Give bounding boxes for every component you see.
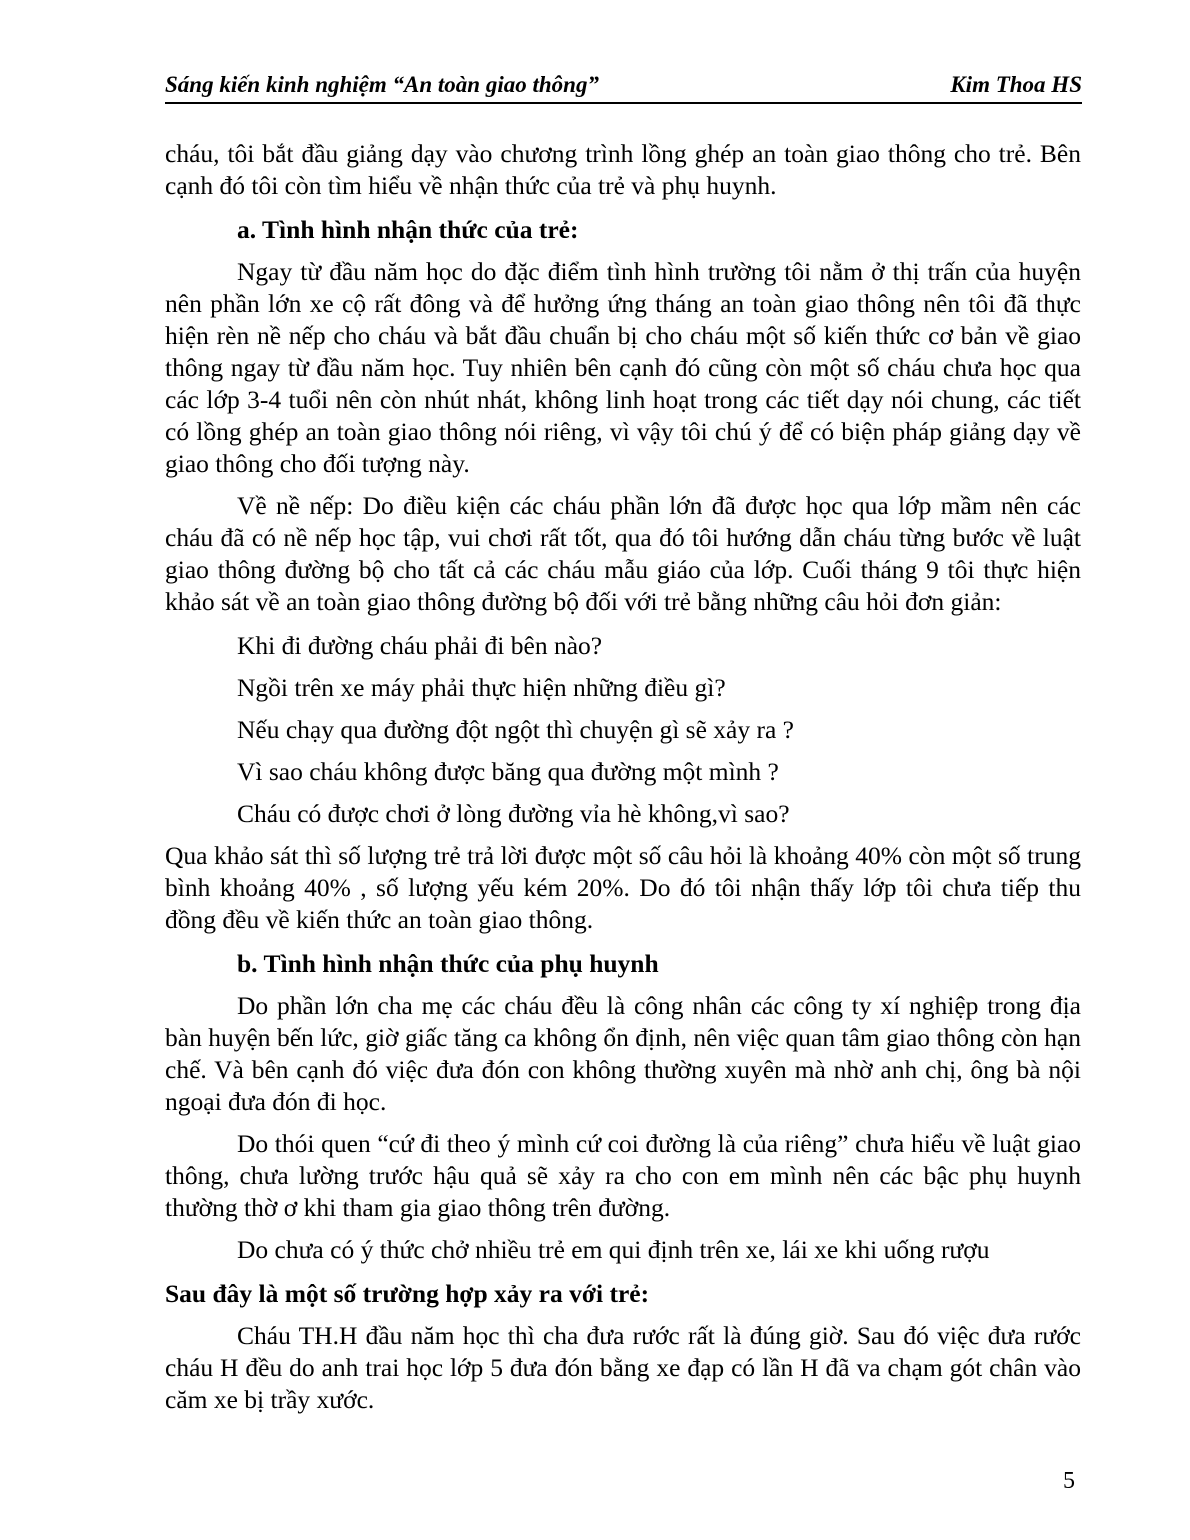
question-item: Vì sao cháu không được băng qua đường một mình ? xyxy=(237,757,779,786)
paragraph-a2: Về nề nếp: Do điều kiện các cháu phần lớn đã được học qua lớp mầm nên các cháu đã có nề nếp học tập, vui chơi rất tốt, qua đó tôi hướng dẫn cháu từng bước về luật giao thông đường bộ cho tất cả các cháu mẫu giáo của lớp. Cuối tháng 9 tôi thực hiện khảo sát về an toàn giao thông đường bộ đối với trẻ bằng những câu hỏi đơn giản: xyxy=(165,491,1081,616)
header-title: Sáng kiến kinh nghiệm “An toàn giao thông” xyxy=(165,72,599,97)
question-item: Ngồi trên xe máy phải thực hiện những điều gì? xyxy=(237,673,726,702)
question-item: Nếu chạy qua đường đột ngột thì chuyện gì sẽ xảy ra ? xyxy=(237,715,794,744)
survey-result-paragraph: Qua khảo sát thì số lượng trẻ trả lời được một số câu hỏi là khoảng 40% còn một số trung bình khoảng 40% , số lượng yếu kém 20%. Do đó tôi nhận thấy lớp tôi chưa tiếp thu đồng đều về kiến thức an toàn giao thông. xyxy=(165,841,1081,934)
document-body xyxy=(165,138,1081,1416)
paragraph-a1: Ngay từ đầu năm học do đặc điểm tình hình trường tôi nằm ở thị trấn của huyện nên phần lớn xe cộ rất đông và để hưởng ứng tháng an toàn giao thông nên tôi đã thực hiện rèn nề nếp cho cháu và bắt đầu chuẩn bị cho cháu một số kiến thức cơ bản về giao thông ngay từ đầu năm học. Tuy nhiên bên cạnh đó cũng còn một số cháu chưa học qua các lớp 3-4 tuổi nên còn nhút nhát, không linh hoạt trong các tiết dạy nói chung, các tiết có lồng ghép an toàn giao thông nói riêng, vì vậy tôi chú ý để có biện pháp giảng dạy về giao thông cho đối tượng này. xyxy=(165,257,1081,478)
intro-paragraph: cháu, tôi bắt đầu giảng dạy vào chương trình lồng ghép an toàn giao thông cho trẻ. Bên cạnh đó tôi còn tìm hiểu về nhận thức của trẻ và phụ huynh. xyxy=(165,139,1081,200)
header-author: Kim Thoa HS xyxy=(950,72,1082,97)
paragraph-b3: Do chưa có ý thức chở nhiều trẻ em qui định trên xe, lái xe khi uống rượu xyxy=(237,1235,990,1264)
paragraph-c1: Cháu TH.H đầu năm học thì cha đưa rước rất là đúng giờ. Sau đó việc đưa rước cháu H đều do anh trai học lớp 5 đưa đón bằng xe đạp có lần H đã va chạm gót chân vào căm xe bị trầy xước. xyxy=(165,1321,1081,1414)
section-heading-a: a. Tình hình nhận thức của trẻ: xyxy=(237,215,579,244)
page-header xyxy=(165,62,1082,104)
question-item: Khi đi đường cháu phải đi bên nào? xyxy=(237,631,603,660)
paragraph-b2: Do thói quen “cứ đi theo ý mình cứ coi đường là của riêng” chưa hiểu về luật giao thông, chưa lường trước hậu quả sẽ xảy ra cho con em mình nên các bậc phụ huynh thường thờ ơ khi tham gia giao thông trên đường. xyxy=(165,1129,1081,1222)
section-heading-cases: Sau đây là một số trường hợp xảy ra với trẻ: xyxy=(165,1279,650,1308)
page-number: 5 xyxy=(1063,1468,1075,1494)
paragraph-b1: Do phần lớn cha mẹ các cháu đều là công nhân các công ty xí nghiệp trong địa bàn huyện bến lức, giờ giấc tăng ca không ổn định, nên việc quan tâm giao thông còn hạn chế. Và bên cạnh đó việc đưa đón con không thường xuyên mà nhờ anh chị, ông bà nội ngoại đưa đón đi học. xyxy=(165,991,1081,1116)
section-heading-b: b. Tình hình nhận thức của phụ huynh xyxy=(237,949,659,978)
question-item: Cháu có được chơi ở lòng đường vỉa hè không,vì sao? xyxy=(237,799,790,828)
